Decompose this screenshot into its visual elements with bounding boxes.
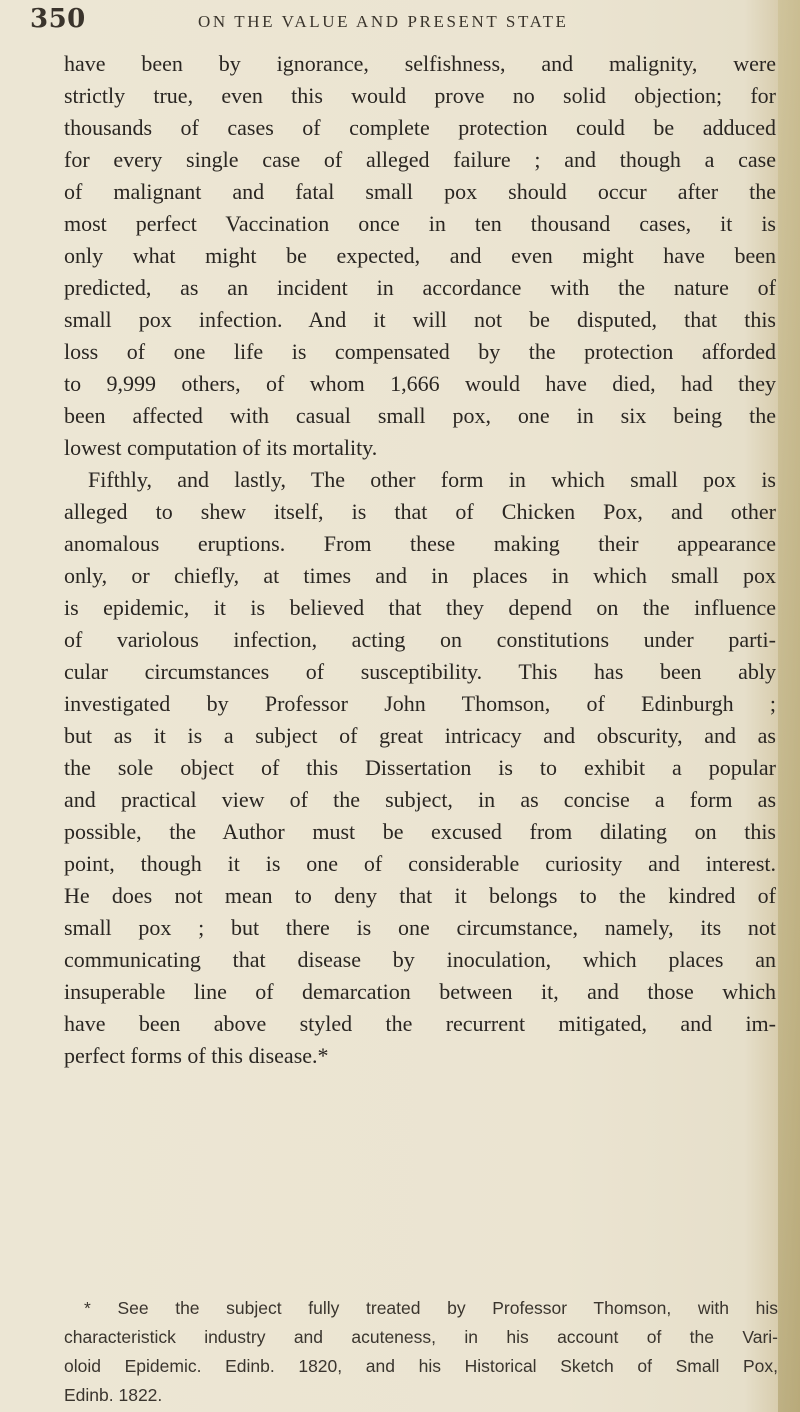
text-line: cular circumstances of susceptibility. This has been ably [64, 659, 776, 684]
text-line: but as it is a subject of great intricacy and obscurity, and as [64, 723, 776, 748]
page-number: 350 [30, 4, 86, 34]
text-line: most perfect Vaccination once in ten thousand cases, it is [64, 211, 776, 236]
text-line: He does not mean to deny that it belongs to the kindred of [64, 883, 776, 908]
text-line: anomalous eruptions. From these making their appearance [64, 531, 776, 556]
text-line: to 9,999 others, of whom 1,666 would have died, had they [64, 371, 776, 396]
text-line: for every single case of alleged failure ; and though a case [64, 147, 776, 172]
footnote-line: Edinb. 1822. [64, 1385, 163, 1405]
main-text [64, 48, 776, 1072]
page-edge-shadow [778, 0, 800, 1412]
text-line: insuperable line of demarcation between it, and those which [64, 979, 776, 1004]
text-line: have been by ignorance, selfishness, and malignity, were [64, 51, 776, 76]
text-line: lowest computation of its mortality. [64, 435, 378, 460]
text-line: and practical view of the subject, in as concise a form as [64, 787, 776, 812]
running-head: ON THE VALUE AND PRESENT STATE [198, 12, 569, 31]
text-line: possible, the Author must be excused from dilating on this [64, 819, 776, 844]
text-line: is epidemic, it is believed that they depend on the influence [64, 595, 776, 620]
text-line: the sole object of this Dissertation is to exhibit a popular [64, 755, 776, 780]
text-line: alleged to shew itself, is that of Chicken Pox, and other [64, 499, 776, 524]
text-line: perfect forms of this disease.* [64, 1043, 329, 1068]
text-line: been affected with casual small pox, one in six being the [64, 403, 776, 428]
text-line: point, though it is one of considerable curiosity and interest. [64, 851, 776, 876]
text-line: only what might be expected, and even might have been [64, 243, 776, 268]
page-header [30, 4, 770, 38]
text-line: strictly true, even this would prove no solid objection; for [64, 83, 776, 108]
footnote-line: oloid Epidemic. Edinb. 1820, and his Historical Sketch of Small Pox, [64, 1356, 778, 1376]
text-line: communicating that disease by inoculation, which places an [64, 947, 776, 972]
text-line: small pox ; but there is one circumstance, namely, its not [64, 915, 776, 940]
text-line: Fifthly, and lastly, The other form in which small pox is [88, 467, 776, 492]
text-line: of malignant and fatal small pox should occur after the [64, 179, 776, 204]
text-line: thousands of cases of complete protection could be adduced [64, 115, 776, 140]
text-line: investigated by Professor John Thomson, of Edinburgh ; [64, 691, 776, 716]
text-line: only, or chiefly, at times and in places in which small pox [64, 563, 776, 588]
footnote-line: characteristick industry and acuteness, in his account of the Vari- [64, 1327, 778, 1347]
text-line: have been above styled the recurrent mitigated, and im- [64, 1011, 776, 1036]
footnote-line: * See the subject fully treated by Professor Thomson, with his [84, 1298, 778, 1318]
text-line: of variolous infection, acting on constitutions under parti- [64, 627, 776, 652]
footnote [64, 1294, 778, 1410]
text-line: small pox infection. And it will not be disputed, that this [64, 307, 776, 332]
text-line: loss of one life is compensated by the protection afforded [64, 339, 776, 364]
text-line: predicted, as an incident in accordance with the nature of [64, 275, 776, 300]
